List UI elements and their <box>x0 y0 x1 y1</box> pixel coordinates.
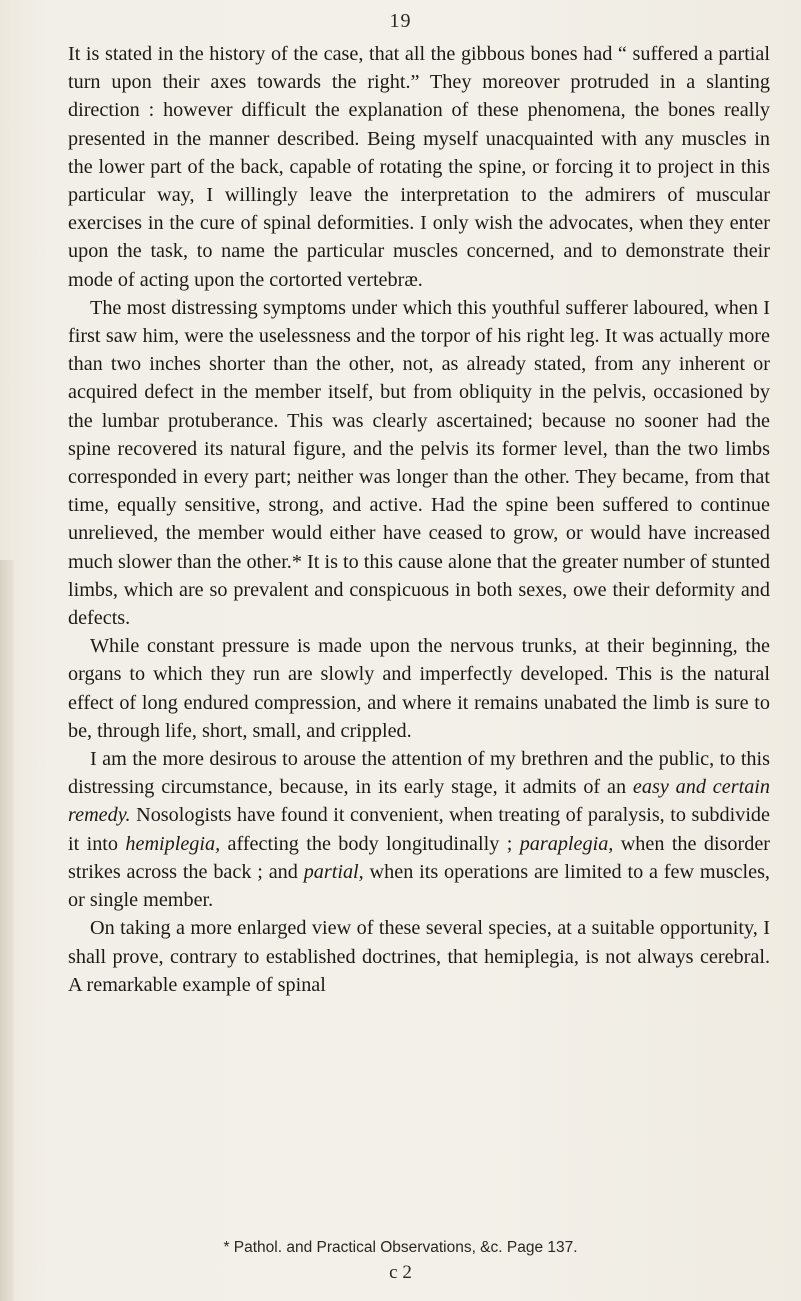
paragraph-4-text-i: when its operations are limited to a few muscles, or single member. <box>68 860 770 912</box>
paragraph-4-italic-partial: partial, <box>303 860 364 883</box>
paragraph-4-text-a: I am the more desirous to arouse the attention of my brethren and the public, to this distressing circumstance, because, in its early stage, it admits of an <box>68 748 770 799</box>
paragraph-4-italic-remedy: easy and certain remedy. <box>68 776 770 827</box>
paragraph-4-text-c: Nosologists have found it convenient, when treating of paralysis, to subdivide it into <box>68 804 770 855</box>
footnote: * Pathol. and Practical Observations, &c. Page 137. <box>223 1239 578 1256</box>
signature-mark: c 2 <box>389 1262 412 1283</box>
page-binding-edge <box>0 560 14 1301</box>
paragraph-4-italic-paraplegia: paraplegia, <box>519 832 614 855</box>
paragraph-3: While constant pressure is made upon the nervous trunks, at their beginning, the organs to which they run are slowly and imperfectly developed. This is the natural effect of long endured compression, and where it remains unabated the limb is sure to be, through life, short, small, and crippled. <box>68 635 770 742</box>
body-text <box>68 40 770 999</box>
paragraph-4-text-e: affecting the body longitudinally ; <box>220 832 520 855</box>
paragraph-4-italic-hemiplegia: hemiplegia, <box>125 832 221 855</box>
paragraph-2: The most distressing symptoms under which this youthful sufferer laboured, when I first saw him, were the uselessness and the torpor of his right leg. It was actually more than two inches shorter than the other, not, as already stated, from any inherent or acquired defect in the member itself, but from obliquity in the pelvis, occasioned by the lumbar protuberance. This was clearly ascertained; because no sooner had the spine recovered its natural figure, and the pelvis its former level, than the two limbs corresponded in every part; neither was longer than the other. They became, from that time, equally sensitive, strong, and active. Had the spine been suffered to continue unrelieved, the member would either have ceased to grow, or would have increased much slower than the other.* It is to this cause alone that the greater number of stunted limbs, which are so prevalent and conspicuous in both sexes, owe their deformity and defects. <box>68 296 770 630</box>
paragraph-4 <box>68 745 770 914</box>
paragraph-1: It is stated in the history of the case, that all the gibbous bones had “ suffered a partial turn upon their axes towards the right.” They moreover protruded in a slanting direction : however difficult the explanation of these phenomena, the bones really presented in the manner described. Being myself unacquainted with any muscles in the lower part of the back, capable of rotating the spine, or forcing it to project in this particular way, I willingly leave the interpretation to the admirers of muscular exercises in the cure of spinal deformities. I only wish the advocates, when they enter upon the task, to name the particular muscles concerned, and to demonstrate their mode of acting upon the cortorted vertebræ. <box>68 43 770 291</box>
page-number: 19 <box>389 10 412 32</box>
paragraph-5: On taking a more enlarged view of these several species, at a suitable opportunity, I shall prove, contrary to established doctrines, that hemiplegia, is not always cerebral. A remarkable example of spinal <box>68 917 770 996</box>
paragraph-4-text-g: when the disorder strikes across the back ; and <box>68 832 771 883</box>
